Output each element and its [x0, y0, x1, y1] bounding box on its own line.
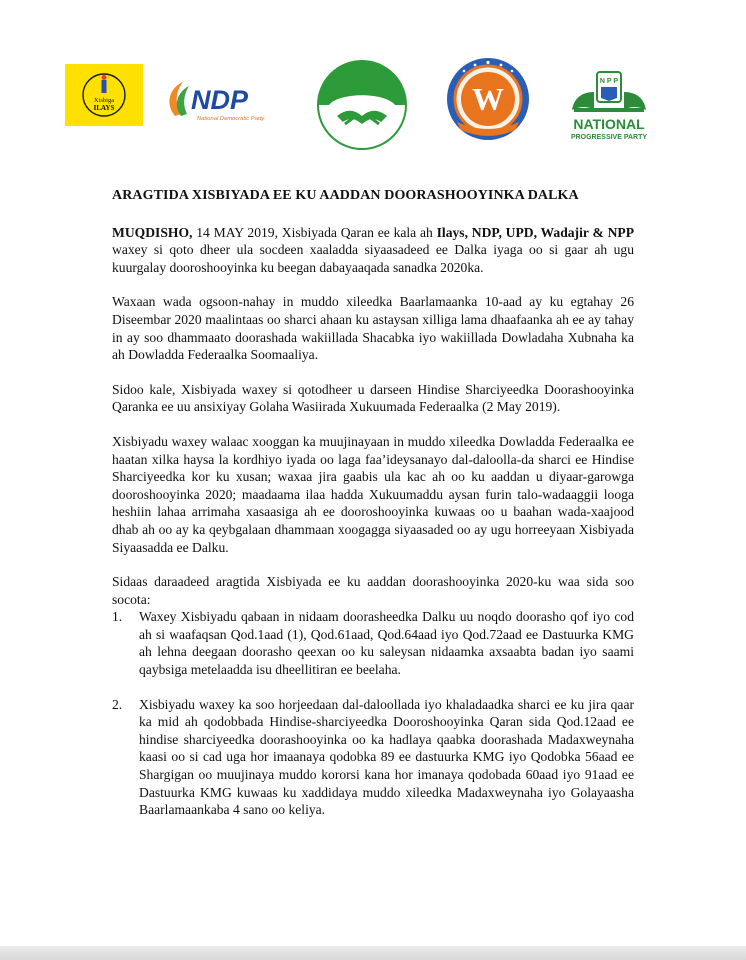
document-body [112, 187, 634, 836]
paragraph-intro [112, 224, 634, 277]
wadajir-party-logo [445, 56, 531, 142]
list-item [112, 608, 634, 678]
svg-text:N P P: N P P [599, 78, 619, 85]
paragraph-concerns: Xisbiyadu waxey walaac xooggan ka muujinayaan in muddo xileedka Dowladda Federaalka ee haatan xilka haysa la kordhiyo iyada oo laga faa’ideysanayo dal-daloolla-da sharci ee Hindise Sharciyeedka kor ku xusan; waxaa jira gaabis ula kac ah oo ku aaddan u diyaar-garowga dooroshooyinka 2020; maadaama ilaa hadda Xukuumaddu aysan furin talo-wadaaggii looga heshiin lahaa arrimaha xasaasiga ah ee dooroshooyinka kuwaas oo u baahan wada-xaajood dhab ah oo ay ka qeybgalaan dhammaan xoogagga siyaasaded oo ay ugu horreeyaan Xisbiyada Siyaasadda ee Dalku. [112, 433, 634, 555]
svg-text:ILAYS: ILAYS [93, 104, 115, 112]
intro-text-b: waxey si qoto dheer ula socdeen xaaladda siyaasadeed ee Dalka iyaga oo si gaar ah ugu kuurgalay dooroshooyinka ku beegan dabayaaqada sanadka 2020ka. [112, 242, 634, 275]
svg-text:National Democratic Party: National Democratic Party [197, 116, 265, 122]
party-logos-row [0, 0, 746, 160]
npp-party-logo [564, 70, 654, 144]
svg-text:Xisbiga: Xisbiga [93, 97, 115, 104]
list-item-text: Waxey Xisbiyadu qabaan in nidaam doorasheedka Dalku uu noqdo doorasho qof iyo cod ah si waafaqsan Qod.1aad (1), Qod.61aad, Qod.64aad iyo Qod.72aad ee Dastuurka KMG ah lehna deegaan doorasho qeexan oo ku saleysan nidaamka axsaabta badan iyo saami qaybsiga metelaadda isu dheellitiran ee beelaha. [139, 609, 634, 678]
svg-text:PROGRESSIVE PARTY: PROGRESSIVE PARTY [570, 134, 648, 141]
svg-text:NATIONAL: NATIONAL [573, 116, 645, 132]
party-list: Ilays, NDP, UPD, Wadajir & NPP [436, 224, 634, 240]
list-number: 1. [112, 609, 123, 625]
document-title: ARAGTIDA XISBIYADA EE KU AADDAN DOORASHOOYINKA DALKA [112, 188, 579, 203]
position-list [112, 608, 634, 819]
svg-text:NDP: NDP [191, 85, 249, 115]
ilays-party-logo [65, 64, 143, 126]
svg-text:W: W [472, 81, 504, 117]
paragraph-position-intro: Sidaas daraadeed aragtida Xisbiyada ee ku aaddan doorashooyinka 2020-ku waa sida soo socota: [112, 574, 634, 607]
list-item-text: Xisbiyadu waxey ka soo horjeedaan dal-daloollada iyo khaladaadka sharci ee ku jira qaar ka mid ah qodobbada Hindise-sharciyeedka Dooroshooyinka Qaran sida Qod.12aad ee hindise sharciyeedka doorashooyinka oo ka hadlaya qaabka doorashada Madaxweynaha kaasi oo si cad uga hor imaanaya qodobka 89 ee dastuurka KMG iyo Qodobka 56aad ee Shargigan oo muujinaya muddo kororsi kana hor imanaya qodobada 60aad iyo 91aad ee Dastuurka KMG kuwaas ku xaddidaya muddo xileedka Madaxweynaha iyo Golayaasha Baarlamaankaba 4 sano oo keliya. [139, 696, 634, 818]
dateline: MUQDISHO, [112, 224, 193, 240]
paragraph-bill-review: Sidoo kale, Xisbiyada waxey si qotodheer u darseen Hindise Sharciyeedka Doorashooyinka Qaranka ee uu ansixiyay Golaha Wasiirada Xukuumada Federaalka (2 May 2019). [112, 381, 634, 415]
upd-party-logo [315, 58, 409, 152]
list-item [112, 696, 634, 819]
paragraph-mandate: Waxaan wada ogsoon-nahay in muddo xileedka Baarlamaanka 10-aad ay ku egtahay 26 Diseembar 2020 maalintaas oo sharci ahaan ku astaysan xilliga lama dhaafaanka ah ee ay tahay in ay soo dhammaato doorashada wakiillada Shacabka iyo wakiillada Dowladaha Xubnaha ka ah Dowladda Federaalka Soomaaliya. [112, 294, 634, 363]
list-number: 2. [112, 696, 123, 712]
intro-text-a: 14 MAY 2019, Xisbiyada Qaran ee kala ah [192, 224, 437, 240]
ndp-party-logo [163, 76, 279, 126]
